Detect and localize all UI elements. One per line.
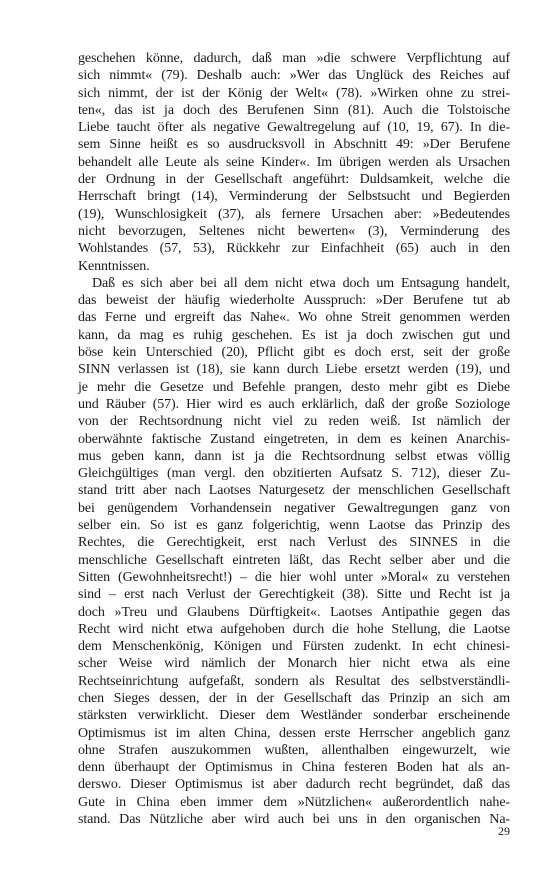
text-line: Kenntnissen. (78, 258, 150, 274)
text-line: nicht bevorzugen, Seltenes nicht bewerten« (3), Verminderung des (78, 223, 510, 239)
text-line: das Ferne und ergreift das Nahe«. Wo ohne Streit genommen werden (78, 310, 510, 326)
text-line: Wohlstandes (57, 53), Rückkehr zur Einfachheit (65) auch in den (78, 241, 510, 257)
text-line: derswo. Dieser Optimismus ist aber dadurch recht begründet, daß das (78, 777, 510, 793)
text-line: Recht wird nicht etwa aufgehoben durch die hohe Stellung, die Laotse (78, 621, 510, 637)
text-line: menschliche Gesellschaft eintreten läßt, das Recht selber aber und die (78, 552, 510, 568)
text-line: stand tritt aber nach Laotses Naturgesetz der menschlichen Gesellschaft (78, 483, 510, 499)
text-line: sind – erst nach Verlust der Gerechtigkeit (38). Sitte und Recht ist ja (78, 587, 510, 603)
text-line: und Räuber (57). Hier wird es auch erklärlich, daß der große Soziologe (78, 396, 510, 412)
document-page (78, 50, 510, 828)
text-line: Optimismus ist im alten China, dessen erste Herrscher angeblich ganz (78, 725, 510, 741)
text-line: Rechtseinrichtung aufgefaßt, sondern als Resultat des selbstverständli- (78, 673, 510, 689)
text-line: selber ein. So ist es ganz folgerichtig, wenn Laotse das Prinzip des (78, 518, 510, 534)
text-line: chen Sieges dessen, der in der Gesellschaft das Prinzip an sich am (78, 690, 510, 706)
text-line: von der Rechtsordnung nicht viel zu reden weiß. Ist nämlich der (78, 414, 510, 430)
text-line: sich nimmt« (79). Deshalb auch: »Wer das Unglück des Reiches auf (78, 68, 510, 84)
text-line: das beweist der häufig wiederholte Ausspruch: »Der Berufene tut ab (78, 293, 510, 309)
text-line: Liebe taucht öfter als negative Gewaltregelung auf (10, 19, 67). In die- (78, 120, 510, 136)
text-line: (19), Wunschlosigkeit (37), als fernere Ursachen aber: »Bedeutendes (78, 206, 510, 222)
text-line: oberwähnte faktische Zustand eingetreten, in dem es keinen Anarchis- (78, 431, 510, 447)
text-line: ten«, das ist ja doch des Berufenen Sinn (81). Auch die Tolstoische (78, 102, 510, 118)
text-line: ohne Strafen auszukommen wußten, allenthalben eingewurzelt, wie (78, 742, 510, 758)
text-line: Daß es sich aber bei all dem nicht etwa doch um Entsagung handelt, (92, 275, 510, 291)
text-line: sich nimmt, der ist der König der Welt« (78). »Wirken ohne zu strei- (78, 85, 510, 101)
text-line: denn überhaupt der Optimismus in China festeren Boden hat als an- (78, 760, 510, 776)
text-line: doch »Treu und Glaubens Dürftigkeit«. Laotses Antipathie gegen das (78, 604, 510, 620)
text-line: Rechtes, die Gerechtigkeit, erst nach Verlust des SINNES in die (78, 535, 510, 551)
text-line: stand. Das Nützliche aber wird auch bei uns in den organischen Na- (78, 812, 510, 828)
text-line: Sitten (Gewohnheitsrecht!) – die hier wohl unter »Moral« zu verstehen (78, 569, 510, 585)
text-line: Gute in China eben immer dem »Nützlichen« außerordentlich nahe- (78, 794, 510, 810)
text-line: geschehen könne, dadurch, daß man »die schwere Verpflichtung auf (78, 51, 510, 66)
text-line: kann, da mag es ruhig geschehen. Es ist ja doch zwischen gut und (78, 327, 510, 343)
paragraph (78, 50, 510, 275)
text-line: scher Weise wird nämlich der Monarch hier nicht etwa als eine (78, 656, 510, 672)
text-line: SINN verlassen ist (18), sie kann durch Liebe ersetzt werden (19), und (78, 362, 510, 378)
text-line: mus geben kann, dann ist ja die Rechtsordnung selbst etwas völlig (78, 448, 510, 464)
text-line: sem Sinne heißt es so ausdrucksvoll in Abschnitt 49: »Der Berufene (78, 137, 510, 153)
text-line: Gleichgültiges (man vergl. den obzitierten Aufsatz S. 712), dieser Zu- (78, 466, 510, 482)
text-line: dem Menschenkönig, Königen und Fürsten zudenkt. In echt chinesi- (78, 639, 510, 655)
text-line: Herrschaft bringt (14), Verminderung der Selbstsucht und Begierden (78, 189, 510, 205)
text-line: je mehr die Gesetze und Befehle prangen, desto mehr gibt es Diebe (78, 379, 510, 395)
text-line: bei genügendem Vorhandensein negativer Gewaltregungen ganz von (78, 500, 510, 516)
text-line: behandelt alle Leute als seine Kinder«. Im übrigen werden als Ursachen (78, 154, 510, 170)
text-line: stärksten verwirklicht. Dieser dem Westländer sonderbar erscheinende (78, 708, 510, 724)
page-number: 29 (498, 824, 510, 838)
text-line: der Ordnung in der Gesellschaft angeführt: Duldsamkeit, welche die (78, 172, 510, 188)
paragraph (78, 275, 510, 829)
body-text (78, 50, 510, 828)
text-line: böse kein Unterschied (20), Pflicht gibt es doch erst, seit der große (78, 345, 510, 361)
